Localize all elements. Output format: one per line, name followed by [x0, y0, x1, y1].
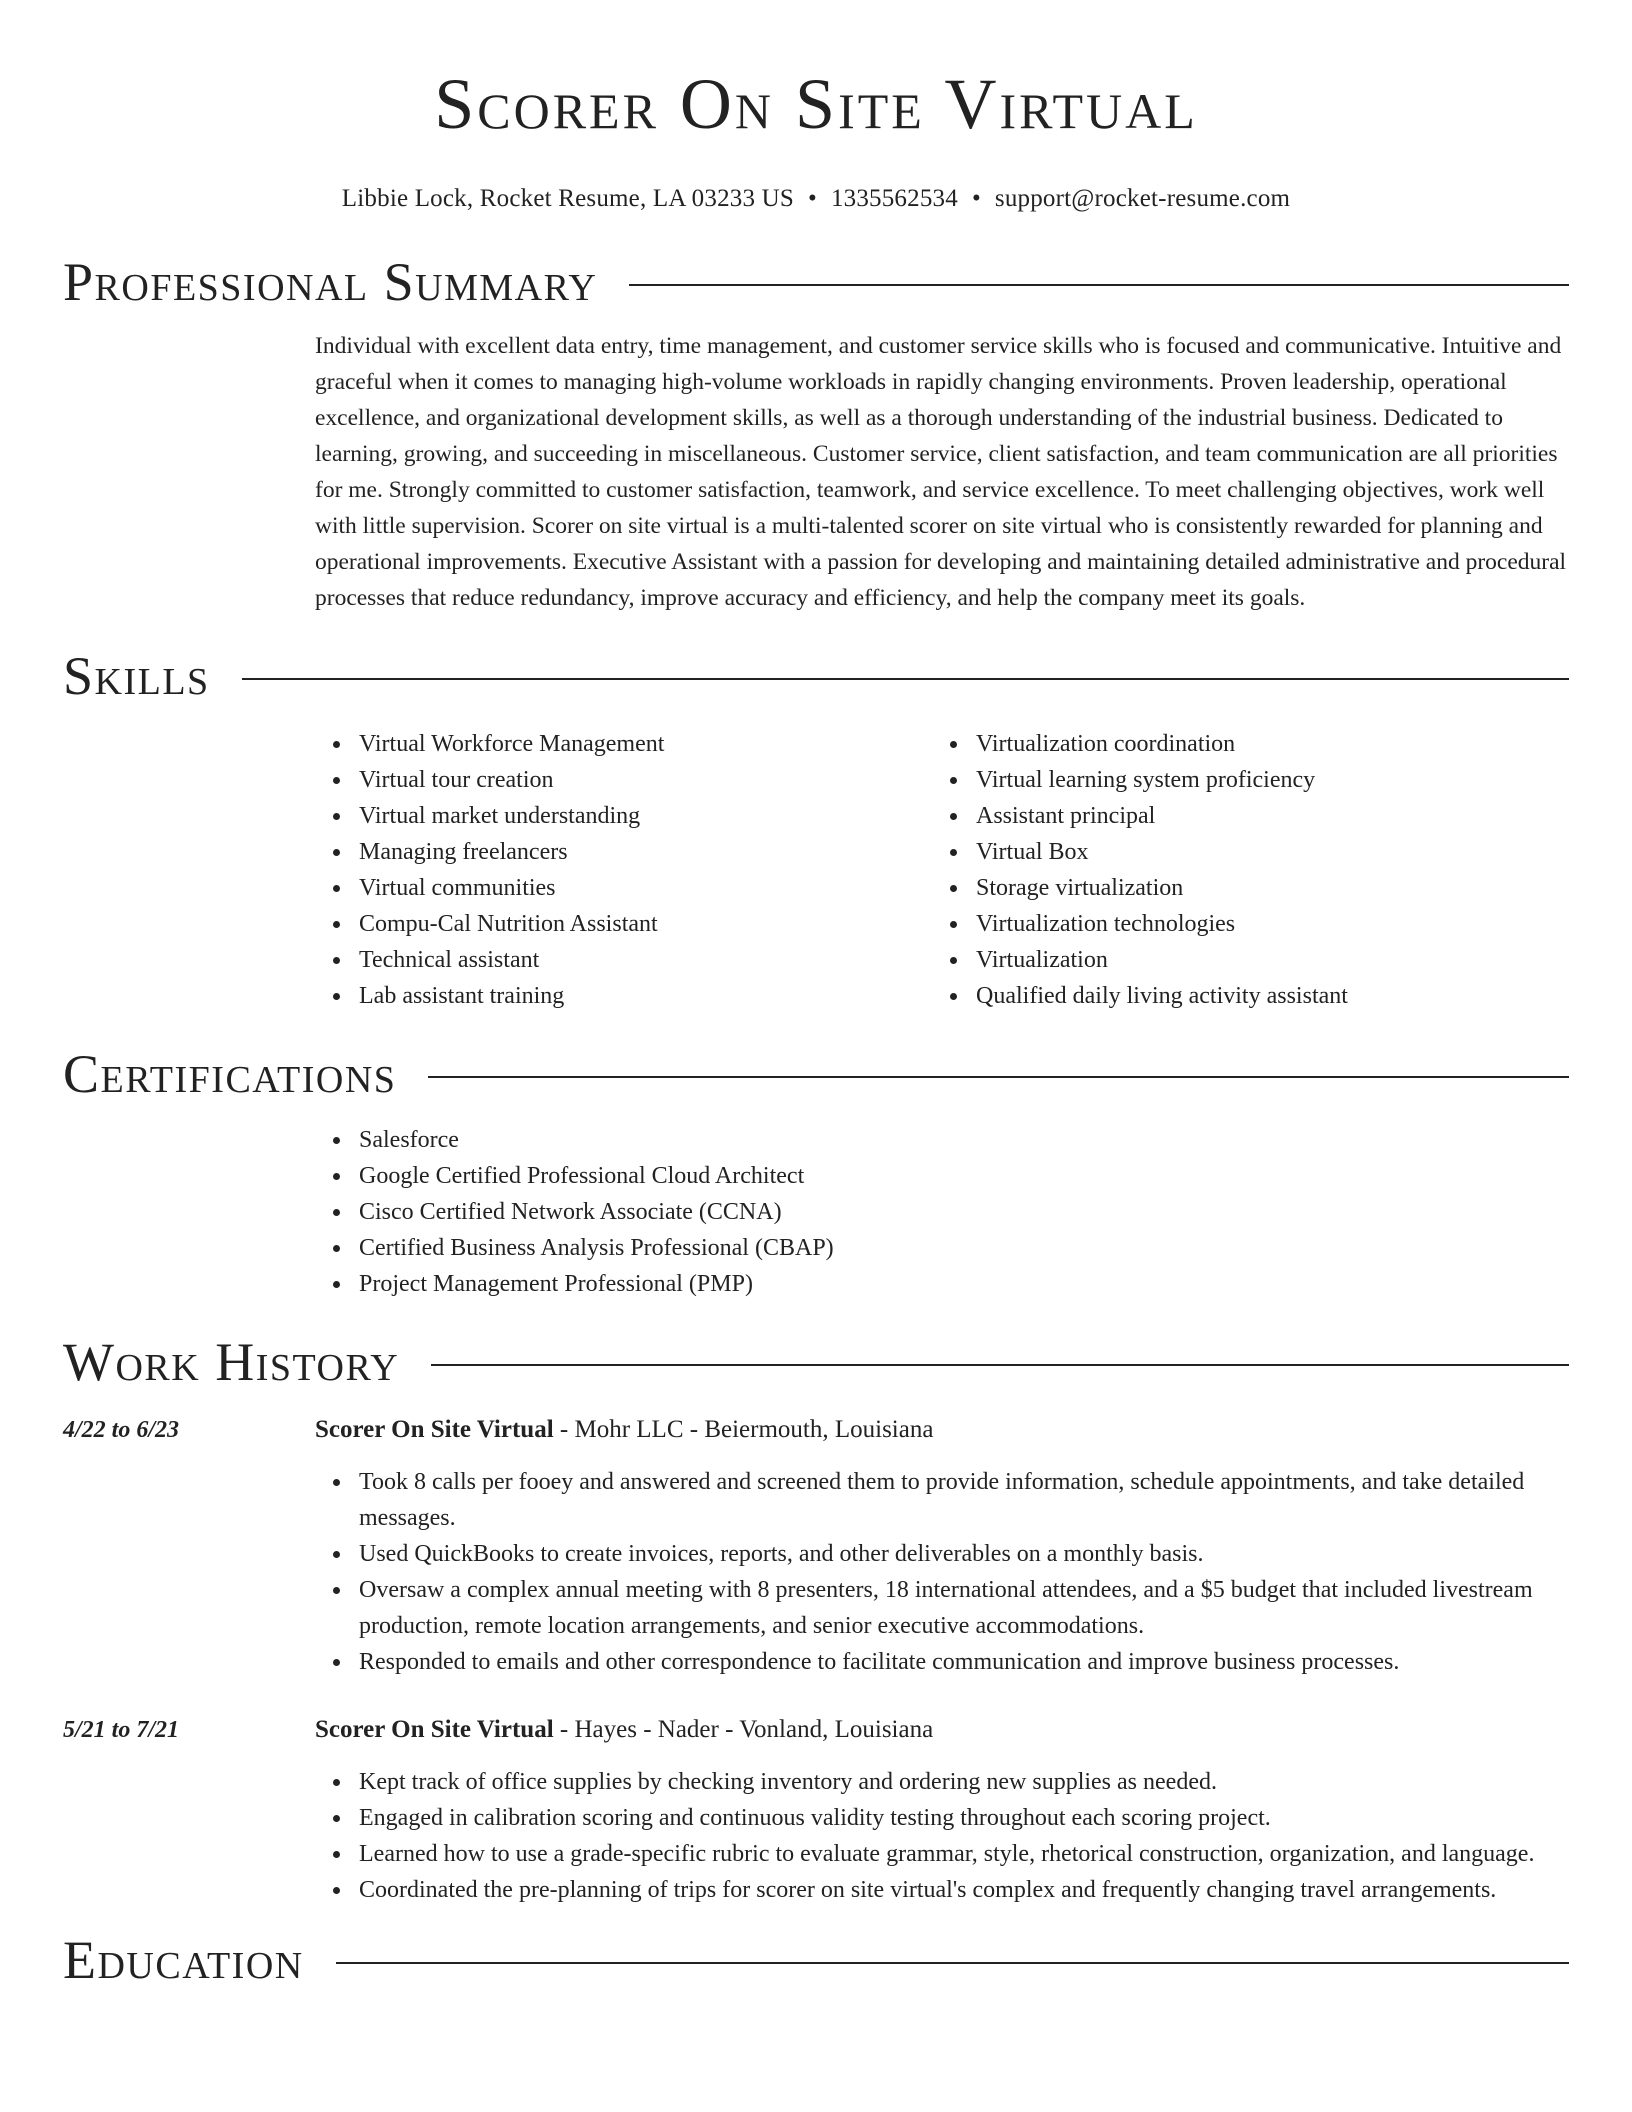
certification-item: Certified Business Analysis Professional (CBAP) — [315, 1230, 1569, 1266]
section-divider — [242, 678, 1569, 680]
candidate-name: Scorer On Site Virtual — [434, 64, 1198, 144]
skill-item: Virtualization coordination — [932, 726, 1549, 762]
skill-item: Virtualization technologies — [932, 906, 1549, 942]
job-duty-item: Learned how to use a grade-specific rubric to evaluate grammar, style, rhetorical construction, organization, and language. — [315, 1836, 1569, 1872]
skill-item: Lab assistant training — [315, 978, 932, 1014]
contact-phone: 1335562534 — [830, 185, 958, 212]
skill-item: Assistant principal — [932, 798, 1549, 834]
contact-email[interactable]: support@rocket-resume.com — [994, 185, 1291, 212]
job-employer: - Mohr LLC - Beiermouth, Louisiana — [553, 1416, 934, 1443]
job-duties — [315, 1464, 1569, 1680]
skill-item: Qualified daily living activity assistant — [932, 978, 1549, 1014]
education-section-header — [63, 1928, 1569, 1992]
skills-heading: Skills — [63, 646, 210, 706]
summary-section-header — [63, 250, 1569, 314]
job-title-line — [315, 1412, 1569, 1448]
contact-address: Libbie Lock, Rocket Resume, LA 03233 US — [341, 185, 794, 212]
skill-item: Managing freelancers — [315, 834, 932, 870]
certification-item: Salesforce — [315, 1122, 1569, 1158]
skill-item: Virtualization — [932, 942, 1549, 978]
job-duty-item: Took 8 calls per fooey and answered and screened them to provide information, schedule appointments, and take detailed messages. — [315, 1464, 1569, 1536]
contact-line — [63, 184, 1569, 214]
job-body — [315, 1712, 1569, 1908]
contact-separator: • — [971, 185, 981, 212]
job-title: Scorer On Site Virtual — [315, 1716, 554, 1743]
skills-section-header — [63, 644, 1569, 708]
job-duty-item: Oversaw a complex annual meeting with 8 presenters, 18 international attendees, and a $5 budget that included livestream production, remote location arrangements, and senior executive accommodations. — [315, 1572, 1569, 1644]
section-divider — [431, 1364, 1569, 1366]
contact-separator: • — [807, 185, 817, 212]
job-entry — [63, 1412, 1569, 1680]
section-divider — [629, 284, 1569, 286]
skill-item: Virtual tour creation — [315, 762, 932, 798]
skills-list — [315, 726, 1569, 1014]
certification-item: Cisco Certified Network Associate (CCNA) — [315, 1194, 1569, 1230]
section-divider — [336, 1962, 1569, 1964]
skill-item: Virtual communities — [315, 870, 932, 906]
summary-text: Individual with excellent data entry, time management, and customer service skills who is focused and communicative. Intuitive and graceful when it comes to managing high-volume workloads in rapidly changing environments. Proven leadership, operational excellence, and organizational development skills, as well as a thorough understanding of the industrial business. Dedicated to learning, growing, and succeeding in miscellaneous. Customer service, client satisfaction, and team communication are all priorities for me. Strongly committed to customer satisfaction, teamwork, and service excellence. To meet challenging objectives, work well with little supervision. Scorer on site virtual is a multi-talented scorer on site virtual who is consistently rewarded for planning and operational improvements. Executive Assistant with a passion for developing and maintaining detailed administrative and procedural processes that reduce redundancy, improve accuracy and efficiency, and help the company meet its goals. — [315, 333, 1567, 611]
job-duty-item: Responded to emails and other correspondence to facilitate communication and improve business processes. — [315, 1644, 1569, 1680]
skill-item: Technical assistant — [315, 942, 932, 978]
job-dates: 5/21 to 7/21 — [63, 1717, 180, 1743]
job-duties — [315, 1764, 1569, 1908]
job-body — [315, 1412, 1569, 1680]
education-heading: Education — [63, 1930, 304, 1990]
section-divider — [428, 1076, 1569, 1078]
skill-item: Virtual learning system proficiency — [932, 762, 1549, 798]
job-dates: 4/22 to 6/23 — [63, 1417, 180, 1443]
skills-column-left — [315, 726, 932, 1014]
job-entry — [63, 1712, 1569, 1908]
job-duty-item: Used QuickBooks to create invoices, reports, and other deliverables on a monthly basis. — [315, 1536, 1569, 1572]
skill-item: Virtual Workforce Management — [315, 726, 932, 762]
work-history-section-header — [63, 1330, 1569, 1394]
summary-heading: Professional Summary — [63, 252, 598, 312]
certifications-heading: Certifications — [63, 1044, 397, 1104]
job-duty-item: Coordinated the pre-planning of trips for scorer on site virtual's complex and frequently changing travel arrangements. — [315, 1872, 1569, 1908]
skills-column-right — [932, 726, 1549, 1014]
job-employer: - Hayes - Nader - Vonland, Louisiana — [553, 1716, 934, 1743]
skill-item: Compu-Cal Nutrition Assistant — [315, 906, 932, 942]
work-history-heading: Work History — [63, 1332, 400, 1392]
certifications-list — [315, 1122, 1569, 1302]
certifications-section-header — [63, 1042, 1569, 1106]
job-title: Scorer On Site Virtual — [315, 1416, 554, 1443]
certification-item: Project Management Professional (PMP) — [315, 1266, 1569, 1302]
job-duty-item: Kept track of office supplies by checking inventory and ordering new supplies as needed. — [315, 1764, 1569, 1800]
skill-item: Virtual Box — [932, 834, 1549, 870]
job-duty-item: Engaged in calibration scoring and continuous validity testing throughout each scoring project. — [315, 1800, 1569, 1836]
skill-item: Storage virtualization — [932, 870, 1549, 906]
certification-item: Google Certified Professional Cloud Architect — [315, 1158, 1569, 1194]
job-title-line — [315, 1712, 1569, 1748]
skill-item: Virtual market understanding — [315, 798, 932, 834]
